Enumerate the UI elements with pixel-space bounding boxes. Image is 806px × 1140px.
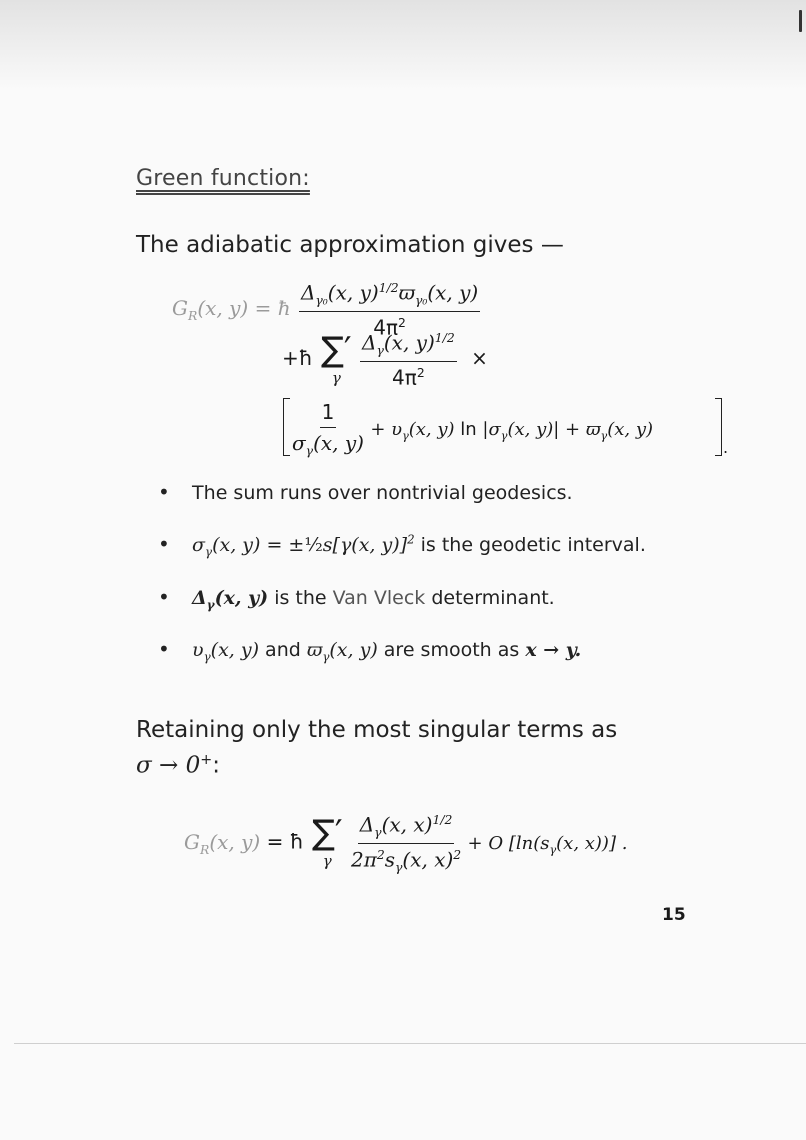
retain-line-2: σ → 0+: <box>136 752 220 779</box>
eq1-fraction-2 <box>360 330 457 389</box>
eq1-hbar-prefix: +ħ <box>282 346 313 371</box>
section-heading: Green function: <box>136 166 310 191</box>
bullet-sum-runs: • The sum runs over nontrivial geodesics. <box>158 480 573 504</box>
eq2-equals: = ħ <box>260 829 304 854</box>
equation-2 <box>184 812 627 874</box>
eq2-denominator: $2\pi^2s_\gamma(x$, x)$^2$ <box>350 846 462 875</box>
eq1-bracket-denominator: $\sigma_\gamma(x$, y) <box>292 431 364 458</box>
eq1-times: × <box>471 346 488 371</box>
eq1-end-period: . <box>723 438 729 457</box>
eq1-frac1-numerator: $\Delta_{\gamma_0}(x$, $y)^{1/2}ϖ_{\gamma_0}(x$, y) <box>299 280 480 312</box>
eq1-right-bracket <box>715 398 722 456</box>
equation-1-line-3 <box>292 400 653 458</box>
eq1-bracket-fraction: $\frac{1}{\sigma_\gamma(x, y)}$ <box>292 400 364 458</box>
equation-1-line-2 <box>282 330 488 389</box>
eq1-lhs: $G_R(x$, y) = ħ <box>172 296 291 324</box>
intro-line: The adiabatic approximation gives — <box>136 232 564 258</box>
eq1-bracket-terms: + $\upsilon_\gamma(x$, y) $\ln |\sigma_\gamma(x$, $y)| + ϖ_\gamma(x$, y) <box>370 418 654 443</box>
eq2-fraction <box>351 812 461 874</box>
bullet-smooth: • $\upsilon_\gamma(x$, y) and $ϖ_\gamma(x$, y) are smooth as x → y. <box>158 637 581 664</box>
retain-line-1: Retaining only the most singular terms as <box>136 717 618 743</box>
eq2-lhs: $G_R(x$, y) <box>184 829 261 857</box>
bullet-van-vleck: • $\Delta_\gamma(x$, y) is the Van Vleck determinant. <box>158 585 555 612</box>
eq1-sum: ∑′ γ <box>321 329 352 387</box>
scan-corner-mark <box>799 10 802 32</box>
eq2-sum: ∑′ γ <box>311 813 343 871</box>
eq1-left-bracket <box>283 398 290 456</box>
eq1-frac2-numerator: $\Delta_\gamma(x$, y)$^{1/2}$ <box>360 330 457 362</box>
bullet-geodetic-interval: • $\sigma_\gamma(x$, y) = ±½s[γ(x, y)]$^2$ is the geodetic interval. <box>158 532 646 559</box>
eq2-tail: + O [$\ln(s_\gamma(x$, x))] . <box>467 832 628 857</box>
scan-shadow <box>0 0 806 90</box>
eq2-numerator: $\Delta_\gamma(x$, x)$^{1/2}$ <box>358 812 455 844</box>
page-number: 15 <box>662 905 686 925</box>
scan-bottom-edge <box>14 1043 806 1044</box>
eq1-frac1-denominator: $4\pi^2$ <box>373 314 406 340</box>
eq1-frac2-denominator: $4\pi^2$ <box>392 364 425 390</box>
